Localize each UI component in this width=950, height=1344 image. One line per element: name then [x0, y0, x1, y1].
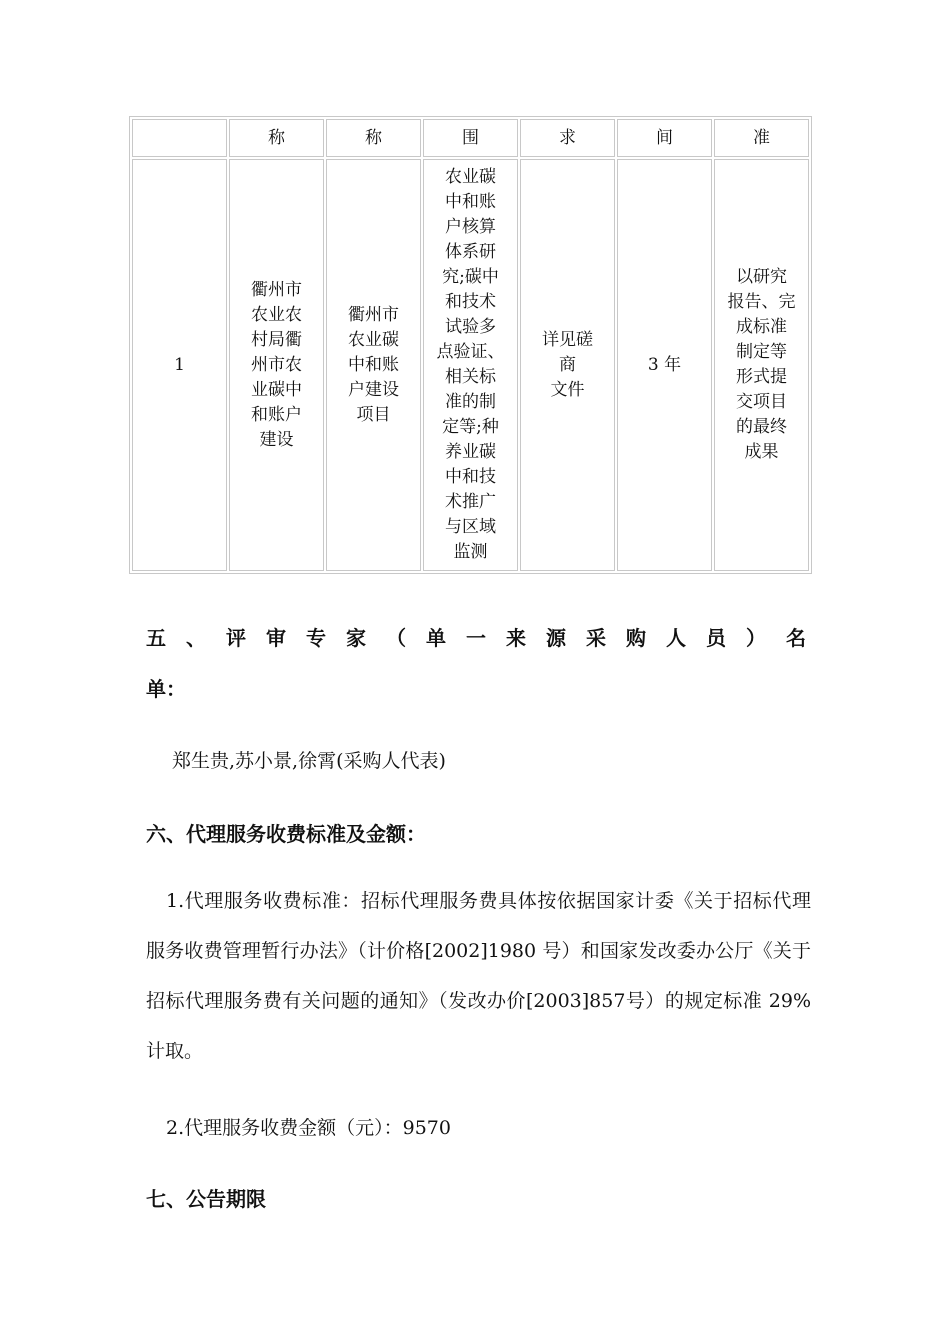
table-header-cell: 准 — [714, 119, 809, 157]
heading-char: 家 — [346, 626, 366, 650]
heading-char: 专 — [306, 626, 326, 650]
heading-char: 名 — [786, 626, 806, 650]
table-cell-acceptance-standard: 以研究 报告、完 成标准 制定等 形式提 交项目 的最终 成果 — [714, 159, 809, 571]
heading-char: 审 — [266, 626, 286, 650]
heading-char: 采 — [586, 626, 606, 650]
table-cell-project-name: 衢州市 农业碳 中和账 户建设 项目 — [326, 159, 421, 571]
heading-char: 购 — [626, 626, 646, 650]
procurement-result-table — [129, 116, 812, 574]
table-cell-duration: 3 年 — [617, 159, 712, 571]
table-cell-requirements: 详见磋 商 文件 — [520, 159, 615, 571]
section7-heading: 七、公告期限 — [146, 1187, 266, 1211]
table-header-cell: 称 — [229, 119, 324, 157]
section6-fee-amount: 2.代理服务收费金额（元）：9570 — [166, 1117, 451, 1139]
heading-char: 人 — [666, 626, 686, 650]
table-cell-scope: 农业碳 中和账 户核算 体系研 究;碳中 和技术 试验多 点验证、 相关标 准的制 定等;种 养业碳 中和技 术推广 与区域 监测 — [423, 159, 518, 571]
heading-char: 评 — [226, 626, 246, 650]
heading-char: 、 — [186, 626, 206, 650]
section5-heading — [146, 622, 806, 651]
table-header-row — [132, 119, 809, 157]
table-cell-purchaser: 衢州市 农业农 村局衢 州市农 业碳中 和账户 建设 — [229, 159, 324, 571]
section5-heading-tail: 单： — [146, 677, 186, 701]
table-cell-index: 1 — [132, 159, 227, 571]
heading-char: ） — [746, 626, 766, 650]
heading-char: 员 — [706, 626, 726, 650]
section5-expert-list: 郑生贵,苏小景,徐霄(采购人代表) — [172, 750, 446, 772]
table-header-cell — [132, 119, 227, 157]
heading-char: 一 — [466, 626, 486, 650]
table-header-cell: 称 — [326, 119, 421, 157]
heading-char: 源 — [546, 626, 566, 650]
table-row — [132, 159, 809, 571]
heading-char: 单 — [426, 626, 446, 650]
section6-heading: 六、代理服务收费标准及金额： — [146, 822, 426, 846]
section6-fee-standard: 1.代理服务收费标准：招标代理服务费具体按依据国家计委《关于招标代理服务收费管理暂行办法》（计价格[2002]1980 号）和国家发改委办公厅《关于招标代理服务费有关问题的通知》（发改办价[2003]857号）的规定标准 29%计取。 — [146, 890, 811, 1062]
table-header-cell: 间 — [617, 119, 712, 157]
heading-char: （ — [386, 626, 406, 650]
table-header-cell: 求 — [520, 119, 615, 157]
heading-char: 五 — [146, 626, 166, 650]
heading-char: 来 — [506, 626, 526, 650]
table-header-cell: 围 — [423, 119, 518, 157]
